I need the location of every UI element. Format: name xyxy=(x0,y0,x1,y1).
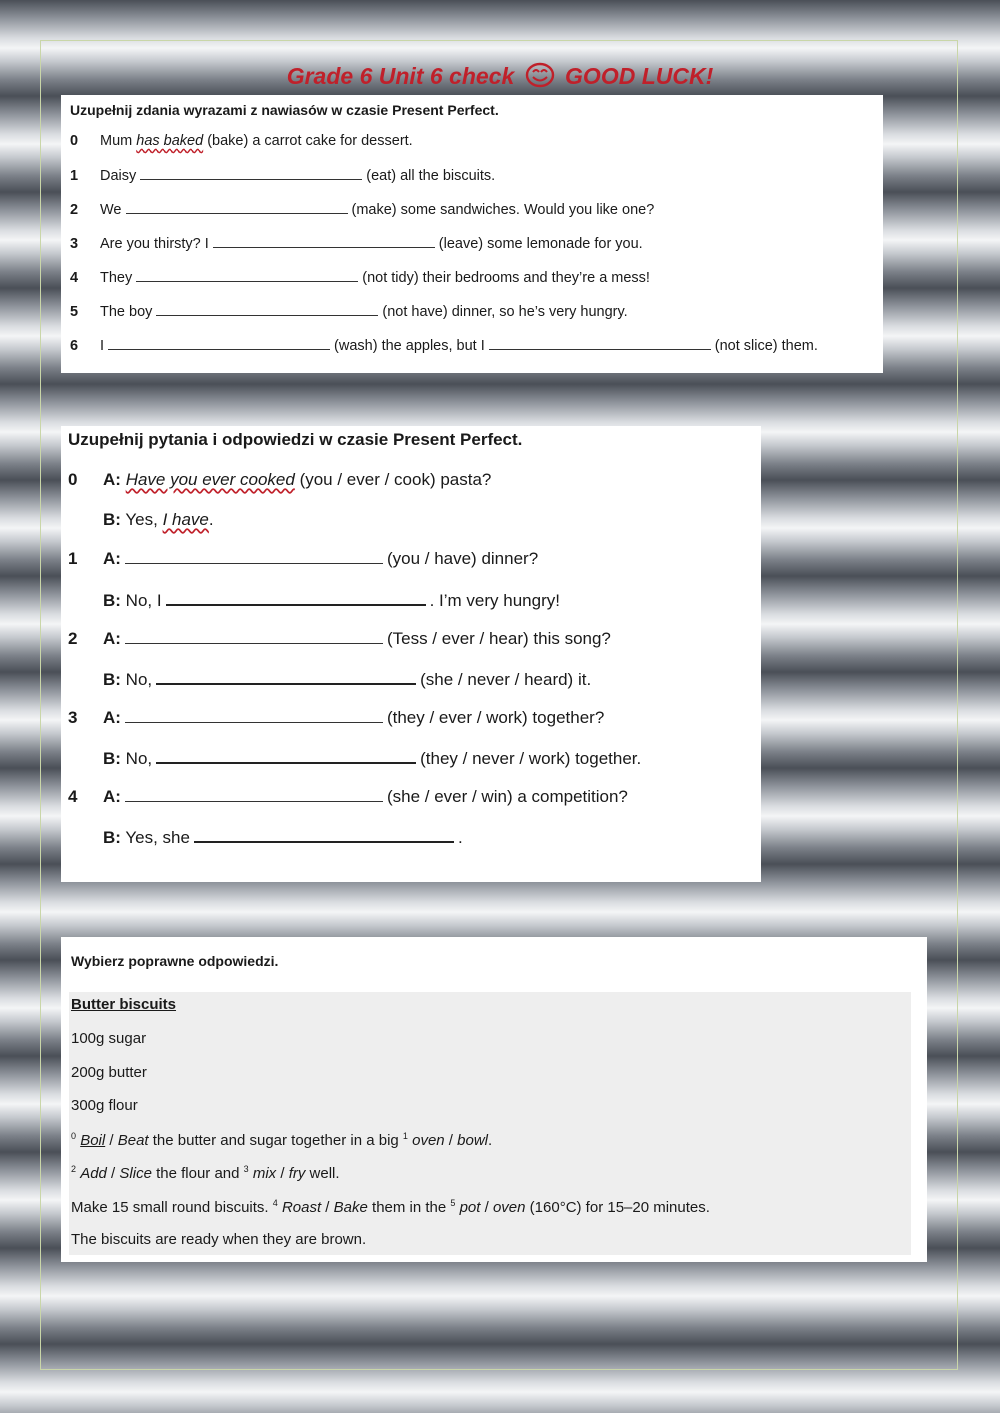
answer-blank[interactable] xyxy=(126,201,348,214)
item-text: (you / have) dinner? xyxy=(386,549,539,568)
speaker-a: A: xyxy=(103,629,121,648)
item-text: (you / ever / cook) pasta? xyxy=(294,470,492,489)
answer-blank[interactable] xyxy=(213,235,435,248)
item-number: 1 xyxy=(68,549,78,568)
item-text: (eat) all the biscuits. xyxy=(366,168,496,184)
item-text: The boy xyxy=(100,304,153,320)
item-text: No, xyxy=(120,670,153,689)
item-text: Yes, xyxy=(120,510,163,529)
option-pot[interactable]: pot xyxy=(459,1199,481,1216)
recipe-title: Butter biscuits xyxy=(71,996,177,1013)
answer-blank[interactable] xyxy=(156,303,378,316)
title-right: GOOD LUCK! xyxy=(565,63,714,90)
answer-blank[interactable] xyxy=(194,827,454,843)
example-answer: has baked xyxy=(136,133,204,149)
step-text: Make 15 small round biscuits. xyxy=(71,1199,273,1216)
gap-number: 4 xyxy=(272,1198,278,1208)
recipe-step-4: The biscuits are ready when they are brown. xyxy=(71,1231,367,1248)
ingredient: 200g butter xyxy=(71,1064,147,1081)
exercise-2-heading: Uzupełnij pytania i odpowiedzi w czasie Present Perfect. xyxy=(68,430,523,449)
step-text: . xyxy=(488,1132,493,1149)
item-text: Mum xyxy=(100,133,137,149)
answer-blank[interactable] xyxy=(140,167,362,180)
item-text: (not have) dinner, so he’s very hungry. xyxy=(382,304,628,320)
ex1-item-4 xyxy=(70,269,650,286)
option-bowl[interactable]: bowl xyxy=(457,1132,489,1149)
item-text: (she / never / heard) it. xyxy=(420,670,592,689)
option-separator: / xyxy=(105,1132,118,1149)
option-oven[interactable]: oven xyxy=(412,1132,445,1149)
speaker-b: B: xyxy=(103,591,121,610)
speaker-b: B: xyxy=(103,670,121,689)
ex1-item-1 xyxy=(70,167,495,184)
option-beat[interactable]: Beat xyxy=(117,1132,149,1149)
speaker-b: B: xyxy=(103,510,121,529)
gap-number: 1 xyxy=(402,1131,408,1141)
item-text: Daisy xyxy=(100,168,137,184)
ex2-item-2-b xyxy=(68,669,591,690)
step-text: the flour and xyxy=(151,1165,244,1182)
option-separator: / xyxy=(106,1165,120,1182)
item-number: 0 xyxy=(68,470,78,489)
ex2-item-3-a xyxy=(68,708,604,728)
exercise-3-heading: Wybierz poprawne odpowiedzi. xyxy=(71,953,279,969)
item-number: 3 xyxy=(68,708,78,727)
step-text: well. xyxy=(305,1165,340,1182)
item-text: Are you thirsty? I xyxy=(100,236,209,252)
exercise-2-panel xyxy=(61,426,761,882)
ex2-item-1-b xyxy=(68,590,560,611)
item-text: . xyxy=(208,510,214,529)
answer-blank[interactable] xyxy=(125,549,383,564)
option-bake[interactable]: Bake xyxy=(333,1199,368,1216)
item-text: I xyxy=(100,338,105,354)
ex1-item-0 xyxy=(70,133,413,149)
item-text: (she / ever / win) a competition? xyxy=(386,787,628,806)
recipe-step-1 xyxy=(71,1131,492,1149)
item-number: 2 xyxy=(68,629,78,648)
ex1-item-6 xyxy=(70,337,818,354)
answer-blank[interactable] xyxy=(156,748,416,764)
item-text: . I’m very hungry! xyxy=(429,591,560,610)
item-number: 4 xyxy=(68,787,78,806)
recipe-step-2 xyxy=(71,1164,340,1182)
ingredient: 300g flour xyxy=(71,1097,138,1114)
item-text: They xyxy=(100,270,133,286)
item-text: (they / never / work) together. xyxy=(420,749,642,768)
item-number: 1 xyxy=(70,168,79,184)
example-answer: I have xyxy=(162,510,209,529)
item-text: (make) some sandwiches. Would you like one? xyxy=(351,202,655,218)
recipe-step-3 xyxy=(71,1198,710,1216)
ex1-item-5 xyxy=(70,303,628,320)
item-text: (not slice) them. xyxy=(714,338,818,354)
exercise-1-heading: Uzupełnij zdania wyrazami z nawiasów w czasie Present Perfect. xyxy=(70,102,499,118)
option-add[interactable]: Add xyxy=(80,1165,107,1182)
gap-number: 0 xyxy=(71,1131,77,1141)
answer-blank[interactable] xyxy=(136,269,358,282)
option-boil[interactable]: Boil xyxy=(80,1132,106,1149)
item-text: . xyxy=(457,828,463,847)
option-separator: / xyxy=(480,1199,493,1216)
item-text: We xyxy=(100,202,122,218)
item-text: (not tidy) their bedrooms and they’re a mess! xyxy=(362,270,650,286)
item-text: Yes, she xyxy=(120,828,190,847)
step-text: the butter and sugar together in a big xyxy=(148,1132,403,1149)
speaker-a: A: xyxy=(103,708,121,727)
ex2-item-2-a xyxy=(68,629,611,649)
option-oven[interactable]: oven xyxy=(492,1199,526,1216)
gap-number: 2 xyxy=(71,1164,77,1174)
ex1-item-3 xyxy=(70,235,643,252)
ex2-item-0-a xyxy=(68,470,491,490)
exercise-3-panel xyxy=(61,937,927,1262)
option-separator: / xyxy=(444,1132,458,1149)
answer-blank[interactable] xyxy=(156,669,416,685)
item-number: 5 xyxy=(70,304,79,320)
ingredient: 100g sugar xyxy=(71,1030,147,1047)
option-roast[interactable]: Roast xyxy=(281,1199,322,1216)
ex2-item-4-a xyxy=(68,787,628,807)
gap-number: 5 xyxy=(450,1198,456,1208)
answer-blank[interactable] xyxy=(489,337,711,350)
answer-blank[interactable] xyxy=(125,708,383,723)
item-text: (wash) the apples, but I xyxy=(334,338,485,354)
speaker-a: A: xyxy=(103,549,121,568)
speaker-b: B: xyxy=(103,749,121,768)
item-text: (bake) a carrot cake for dessert. xyxy=(203,133,413,149)
ex2-item-0-b xyxy=(68,510,214,530)
item-text: No, xyxy=(120,749,153,768)
item-number: 4 xyxy=(70,270,79,286)
item-number: 0 xyxy=(70,133,79,149)
item-number: 3 xyxy=(70,236,79,252)
option-separator: / xyxy=(276,1165,289,1182)
item-text: No, I xyxy=(120,591,162,610)
smiley-icon xyxy=(525,62,555,94)
ex2-item-4-b xyxy=(68,827,463,848)
option-separator: / xyxy=(321,1199,334,1216)
item-number: 6 xyxy=(70,338,79,354)
step-text: them in the xyxy=(367,1199,451,1216)
option-slice[interactable]: Slice xyxy=(119,1165,152,1182)
speaker-a: A: xyxy=(103,470,121,489)
answer-blank[interactable] xyxy=(166,590,426,606)
item-number: 2 xyxy=(70,202,79,218)
speaker-a: A: xyxy=(103,787,121,806)
answer-blank[interactable] xyxy=(125,787,383,802)
ex2-item-1-a xyxy=(68,549,538,569)
option-fry[interactable]: fry xyxy=(288,1165,306,1182)
answer-blank[interactable] xyxy=(108,337,330,350)
worksheet-title xyxy=(0,62,1000,94)
answer-blank[interactable] xyxy=(125,629,383,644)
step-text: (160°C) for 15–20 minutes. xyxy=(525,1199,710,1216)
example-answer: Have you ever cooked xyxy=(125,470,295,489)
ex2-item-3-b xyxy=(68,748,641,769)
option-mix[interactable]: mix xyxy=(252,1165,277,1182)
item-text: (leave) some lemonade for you. xyxy=(438,236,643,252)
title-left: Grade 6 Unit 6 check xyxy=(286,63,515,90)
recipe-box xyxy=(69,992,911,1255)
item-text: (they / ever / work) together? xyxy=(386,708,605,727)
item-text: (Tess / ever / hear) this song? xyxy=(386,629,611,648)
ex1-item-2 xyxy=(70,201,654,218)
speaker-b: B: xyxy=(103,828,121,847)
gap-number: 3 xyxy=(243,1164,249,1174)
exercise-1-panel xyxy=(61,95,883,373)
